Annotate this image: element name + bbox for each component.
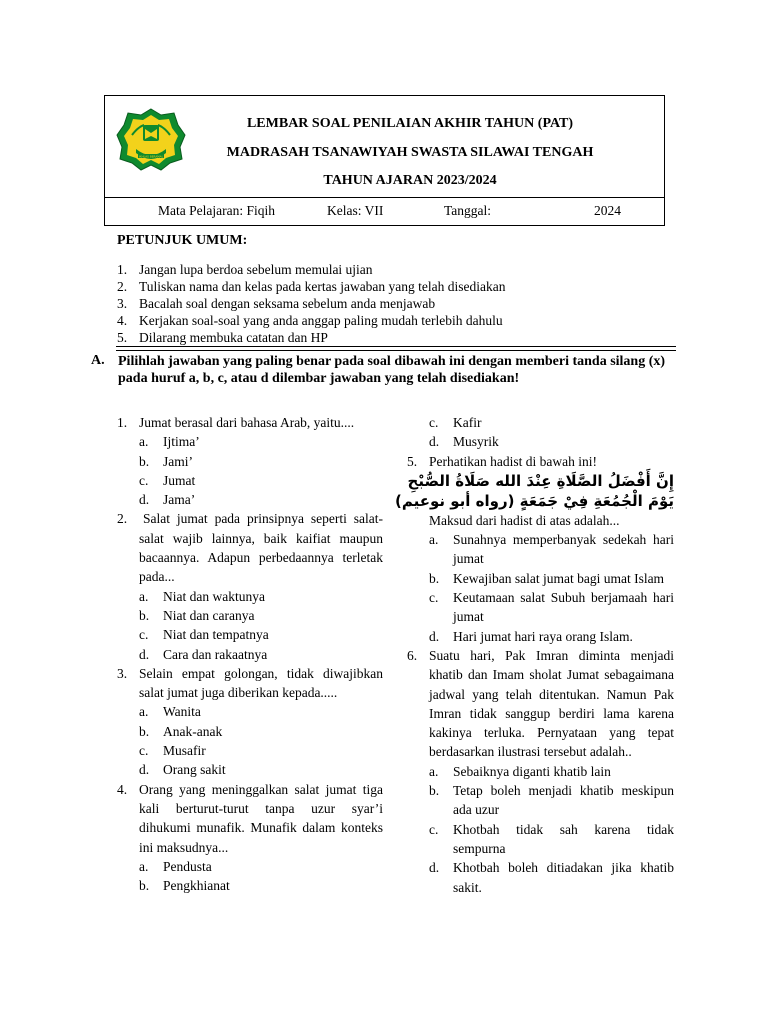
option-a: a. Wanita xyxy=(139,704,201,720)
header-divider xyxy=(105,197,664,198)
instruction-item: 4. Kerjakan soal-soal yang anda anggap paling mudah terlebih dahulu xyxy=(117,313,503,328)
svg-text:IKHLAS BERAMAL: IKHLAS BERAMAL xyxy=(138,154,164,159)
option-c: c. Musafir xyxy=(139,743,206,759)
header-title-line2: MADRASAH TSANAWIYAH SWASTA SILAWAI TENGAH xyxy=(226,145,594,160)
date-label: Tanggal: xyxy=(444,203,492,218)
question-4: 4. Orang yang meninggalkan salat jumat tiga kali berturut-turut tanpa uzur syar’i dihukumi munafik. Munafik dalam konteks ini maksudnya... a. Pendusta b. Pengkhianat xyxy=(117,780,383,896)
option-d: d. Khotbah boleh ditiadakan jika khatib sakit. xyxy=(429,860,674,895)
question-5-prompt: Maksud dari hadist di atas adalah... xyxy=(429,512,620,528)
instruction-item: 5. Dilarang membuka catatan dan HP xyxy=(117,330,328,345)
option-c: c. Jumat xyxy=(139,472,196,488)
hadith-arabic-line2: يَوْمَ الْجُمُعَةِ فِيْ جَمَعَةٍ (رواه أبو نوعيم) xyxy=(394,491,674,510)
hadith-arabic-line1: إِنَّ أَفْضَلُ الصَّلَاةِ عِنْدَ الله صَلَاةُ الصُّبْحِ xyxy=(407,471,674,490)
option-c: c. Kafir xyxy=(429,415,482,430)
option-a: a. Ijtima’ xyxy=(139,434,200,450)
left-column xyxy=(117,413,383,895)
instructions-list xyxy=(117,261,506,346)
instruction-item: 2. Tuliskan nama dan kelas pada kertas jawaban yang telah disediakan xyxy=(117,279,506,294)
section-a-instruction: Pilihlah jawaban yang paling benar pada soal dibawah ini dengan memberi tanda silang (x) pada huruf a, b, c, atau d dilembar jawaban yang telah disediakan! xyxy=(118,354,666,386)
class-field: Kelas: VII xyxy=(327,203,384,218)
option-a: a. Sunahnya memperbanyak sedekah hari jumat xyxy=(429,532,674,567)
option-d: d. Hari jumat hari raya orang Islam. xyxy=(429,628,633,644)
double-rule-top xyxy=(116,346,676,347)
section-a-marker: A. xyxy=(91,353,105,368)
option-c: c. Khotbah tidak sah karena tidak sempurna xyxy=(429,821,674,856)
instructions-title: PETUNJUK UMUM: xyxy=(117,233,248,248)
question-5: 5. Perhatikan hadist di bawah ini! إِنَّ أَفْضَلُ الصَّلَاةِ عِنْدَ الله صَلَاةُ الصُّبْحِ يَوْمَ الْجُمُعَةِ فِيْ جَمَعَةٍ (رواه أبو نوعيم) Maksud dari hadist di atas adalah... a. Sunahnya memperbanyak sedekah hari jumat b. Kewajiban salat jumat bagi umat Islam c. Keutamaan salat Subuh berjamaah hari jumat d. Hari jumat hari raya orang Islam. xyxy=(407,452,674,646)
option-b: b. Tetap boleh menjadi khatib meskipun ada uzur xyxy=(429,783,674,818)
header-box xyxy=(104,95,665,226)
option-d: d. Musyrik xyxy=(429,434,499,450)
question-2: 2. Salat jumat pada prinsipnya seperti salat-salat wajib lainnya, baik kaifiat maupun bacaannya. Adapun perbedaannya terletak pada... a. Niat dan waktunya b. Niat dan caranya c. Niat dan tempatnya d. Cara dan rakaatnya xyxy=(117,509,383,663)
option-b: b. Jami’ xyxy=(139,453,193,469)
question-6: 6. Suatu hari, Pak Imran diminta menjadi khatib dan Imam sholat Jumat sebagaimana jadwal yang telah ditentukan. Namun Pak Imran tidak sanggup berdiri lama karena kakinya terluka. Pernyataan yang tepat berdasarkan ilustrasi tersebut adalah.. a. Sebaiknya diganti khatib lain b. Tetap boleh menjadi khatib meskipun ada uzur c. Khotbah tidak sah karena tidak sempurna d. Khotbah boleh ditiadakan jika khatib sakit. xyxy=(407,646,674,897)
header-title-line3: TAHUN AJARAN 2023/2024 xyxy=(323,173,497,188)
instruction-item: 3. Bacalah soal dengan seksama sebelum anda menjawab xyxy=(117,296,436,311)
option-a: a. Niat dan waktunya xyxy=(139,588,265,604)
right-column xyxy=(394,413,674,897)
option-d: d. Orang sakit xyxy=(139,762,226,778)
header-title-line1: LEMBAR SOAL PENILAIAN AKHIR TAHUN (PAT) xyxy=(246,116,574,131)
option-c: c. Niat dan tempatnya xyxy=(139,627,269,643)
question-4-continued xyxy=(407,413,674,452)
option-a: a. Pendusta xyxy=(139,858,212,874)
option-b: b. Anak-anak xyxy=(139,723,223,739)
option-b: b. Kewajiban salat jumat bagi umat Islam xyxy=(429,570,665,586)
option-b: b. Niat dan caranya xyxy=(139,607,255,623)
option-d: d. Jama’ xyxy=(139,492,196,508)
madrasah-logo-icon xyxy=(116,107,186,171)
subject-field: Mata Pelajaran: Fiqih xyxy=(158,203,275,218)
double-rule-bottom xyxy=(116,350,676,351)
question-1: 1. Jumat berasal dari bahasa Arab, yaitu.... a. Ijtima’ b. Jami’ c. Jumat d. Jama’ xyxy=(117,413,383,509)
question-3: 3. Selain empat golongan, tidak diwajibkan salat jumat juga diberikan kepada..... a. Wanita b. Anak-anak c. Musafir d. Orang sakit xyxy=(117,664,383,780)
option-c: c. Keutamaan salat Subuh berjamaah hari jumat xyxy=(429,590,674,625)
year-field: 2024 xyxy=(594,203,621,218)
option-d: d. Cara dan rakaatnya xyxy=(139,646,268,662)
option-a: a. Sebaiknya diganti khatib lain xyxy=(429,763,611,779)
option-b: b. Pengkhianat xyxy=(139,878,230,894)
instruction-item: 1. Jangan lupa berdoa sebelum memulai ujian xyxy=(117,262,373,277)
